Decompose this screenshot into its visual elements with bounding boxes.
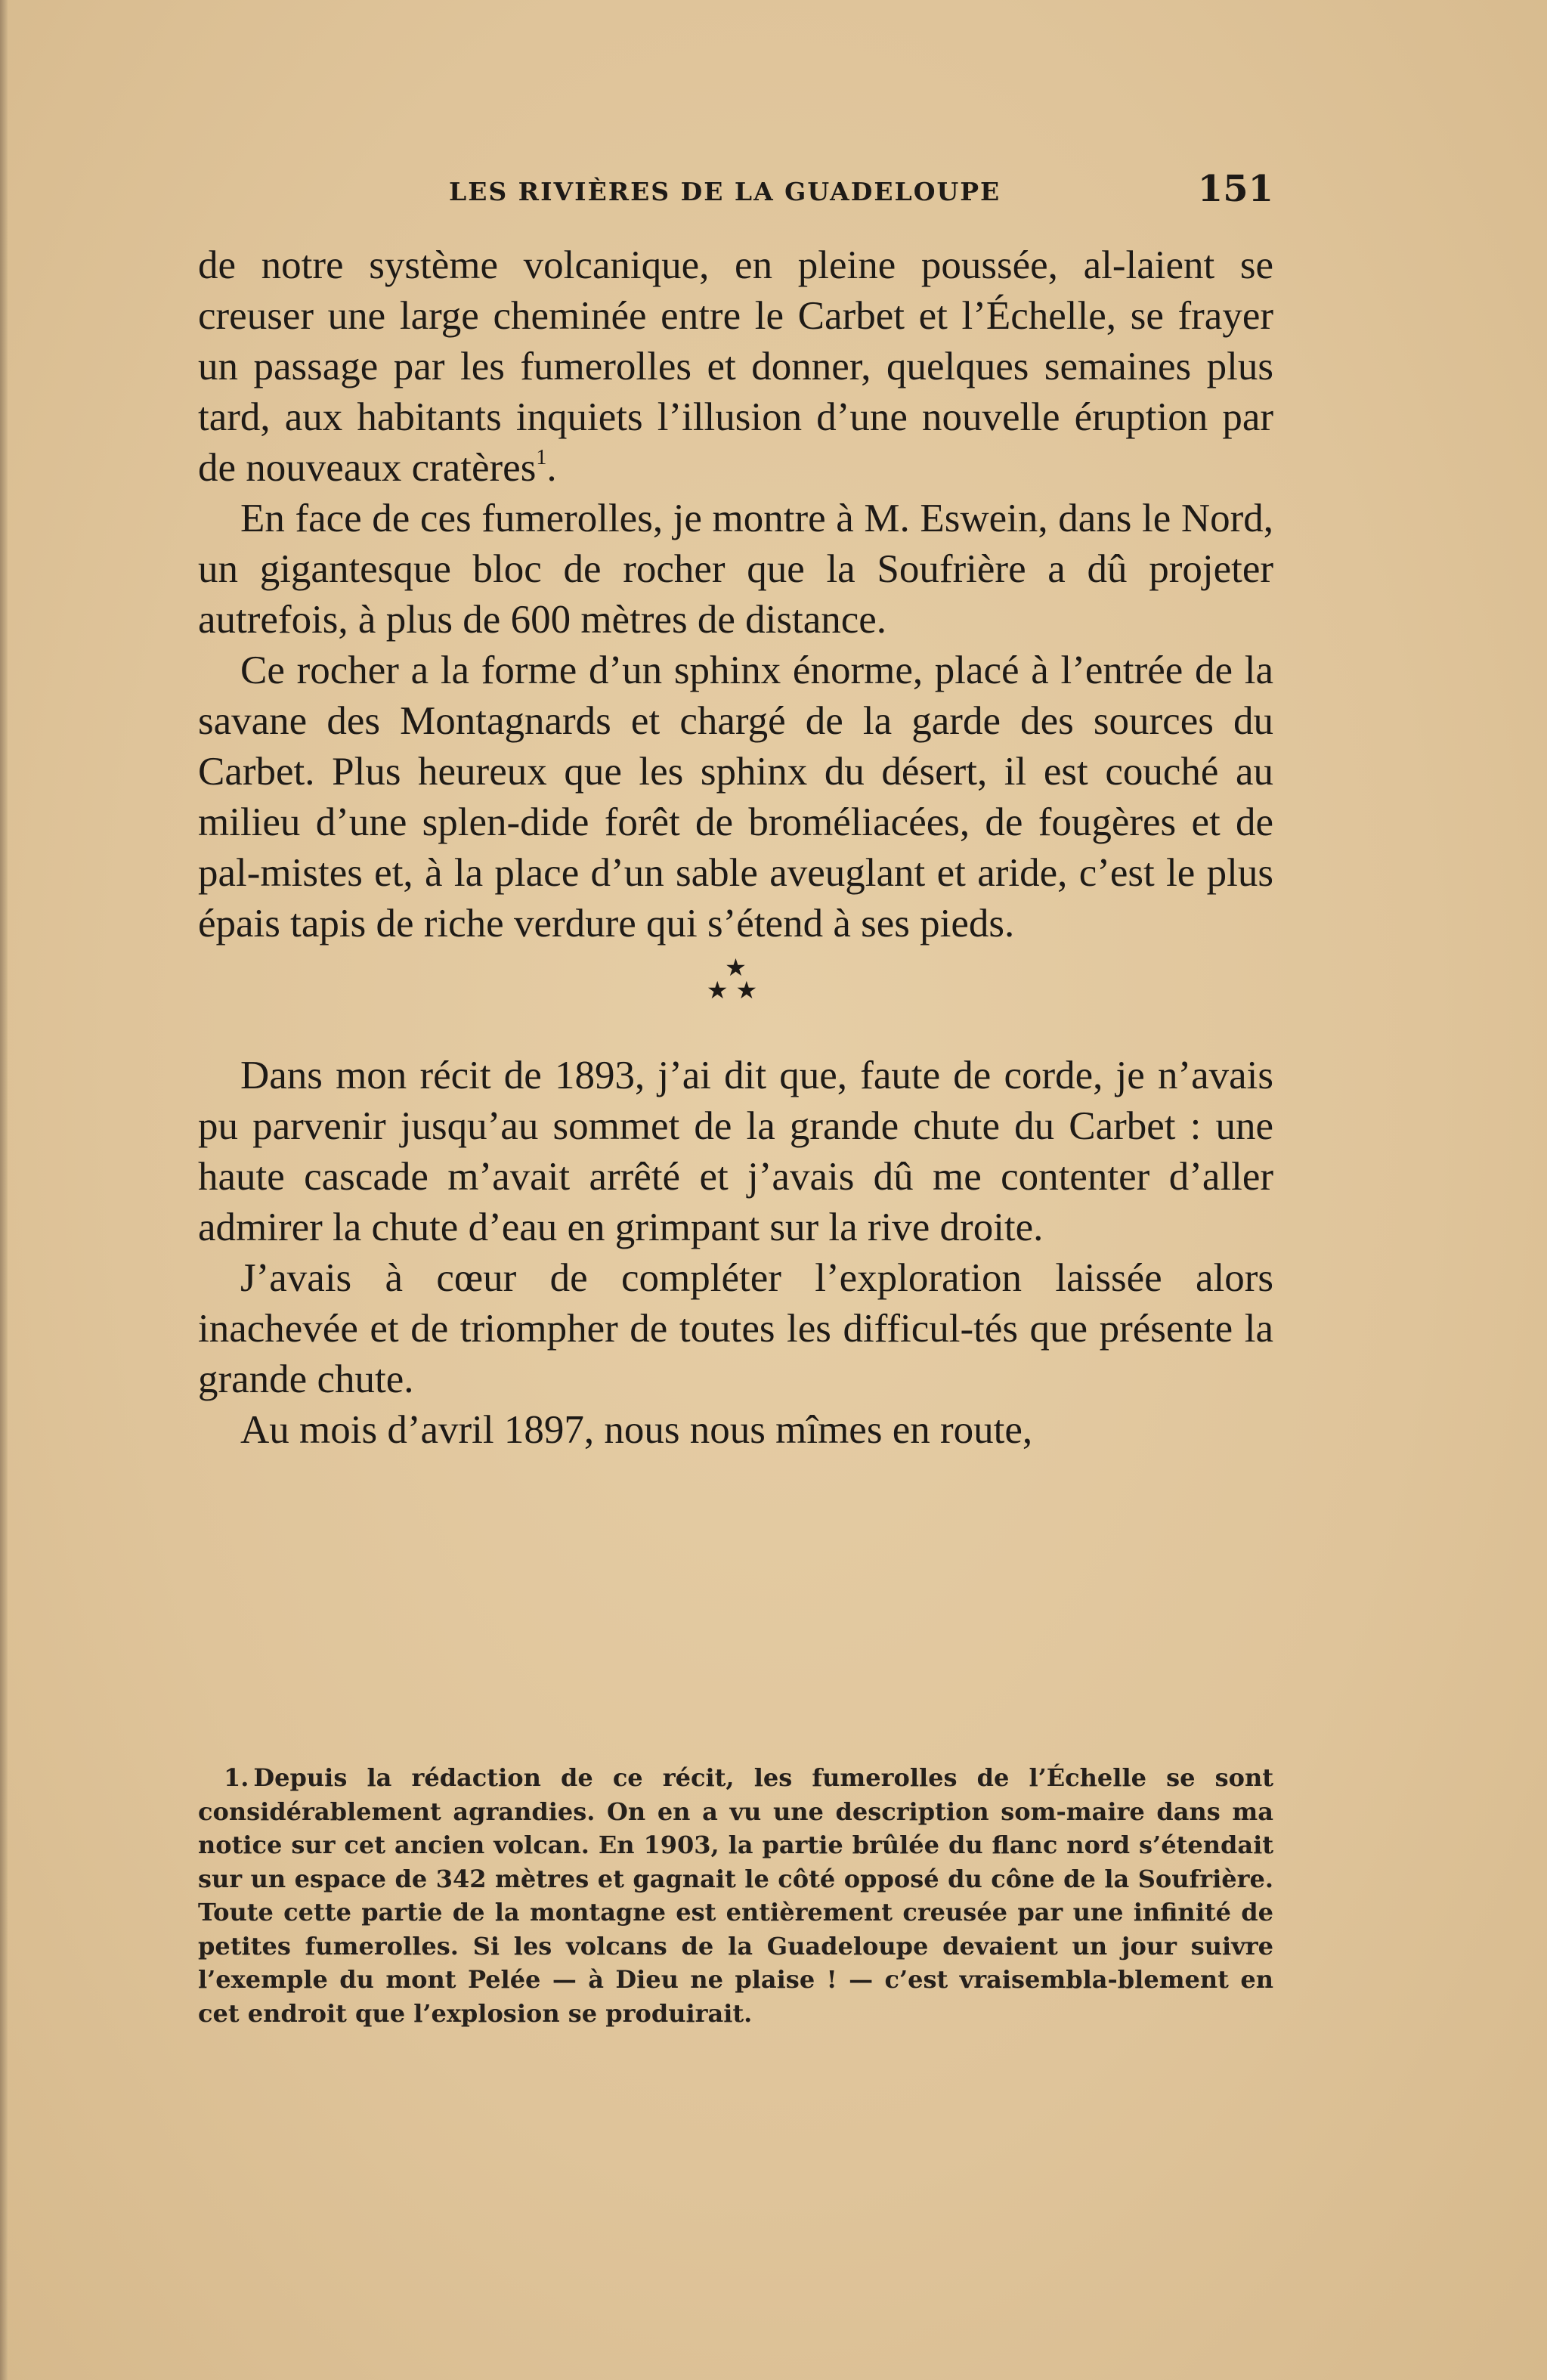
asterism-top-star: ★ [725,954,747,981]
footnote-number: 1. [224,1763,249,1792]
running-title: LES RIVIÈRES DE LA GUADELOUPE [449,177,1001,206]
paragraph-5: J’avais à cœur de compléter l’exploration laissée alors inachevée et de triompher de toutes les difficul-tés que présente la grande chute. [198,1256,1273,1401]
paragraph-6: Au mois d’avril 1897, nous nous mîmes en route, [240,1408,1033,1452]
page-header [196,168,1273,213]
paragraph-1-text: de notre système volcanique, en pleine poussée, al-laient se creuser une large cheminée entre le Carbet et l’Échelle, se frayer un passage par les fumerolles et donner, quelques semaines plus tard, aux habitants inquiets l’illusion d’une nouvelle éruption par de nouveaux cratères [198,243,1273,490]
page-number: 151 [1197,168,1273,210]
paragraph-2: En face de ces fumerolles, je montre à M. Eswein, dans le Nord, un gigantesque bloc de rocher que la Soufrière a dû projeter autrefois, à plus de 600 mètres de distance. [198,497,1273,642]
footnote-reference: 1 [536,446,547,469]
main-text [198,240,1273,1456]
footnote-text: Depuis la rédaction de ce récit, les fumerolles de l’Échelle se sont considérablement agrandies. On en a vu une description som-maire dans ma notice sur cet ancien volcan. En 1903, la partie brûlée du flanc nord s’étendait sur un espace de 342 mètres et gagnait le côté opposé du cône de la Soufrière. Toute cette partie de la montagne est entièrement creusée par une infinité de petites fumerolles. Si les volcans de la Guadeloupe devaient un jour suivre l’exemple du mont Pelée — à Dieu ne plaise ! — c’est vraisembla-blement en cet endroit que l’explosion se produirait. [198,1763,1273,2028]
page-left-edge [0,0,8,2380]
section-break-asterism [198,949,1273,1051]
paragraph-1-end: . [546,446,557,490]
asterism-bottom-stars: ★★ [706,976,766,1004]
paragraph-3: Ce rocher a la forme d’un sphinx énorme, placé à l’entrée de la savane des Montagnards et chargé de la garde des sources du Carbet. Plus heureux que les sphinx du désert, il est couché au milieu d’une splen-dide forêt de broméliacées, de fougères et de pal-mistes et, à la place d’un sable aveuglant et aride, c’est le plus épais tapis de riche verdure qui s’étend à ses pieds. [198,648,1273,946]
footnote [198,1761,1273,2030]
paragraph-1 [198,240,1273,494]
paragraph-4: Dans mon récit de 1893, j’ai dit que, faute de corde, je n’avais pu parvenir jusqu’au sommet de la grande chute du Carbet : une haute cascade m’avait arrêté et j’avais dû me contenter d’aller admirer la chute d’eau en grimpant sur la rive droite. [198,1054,1273,1249]
